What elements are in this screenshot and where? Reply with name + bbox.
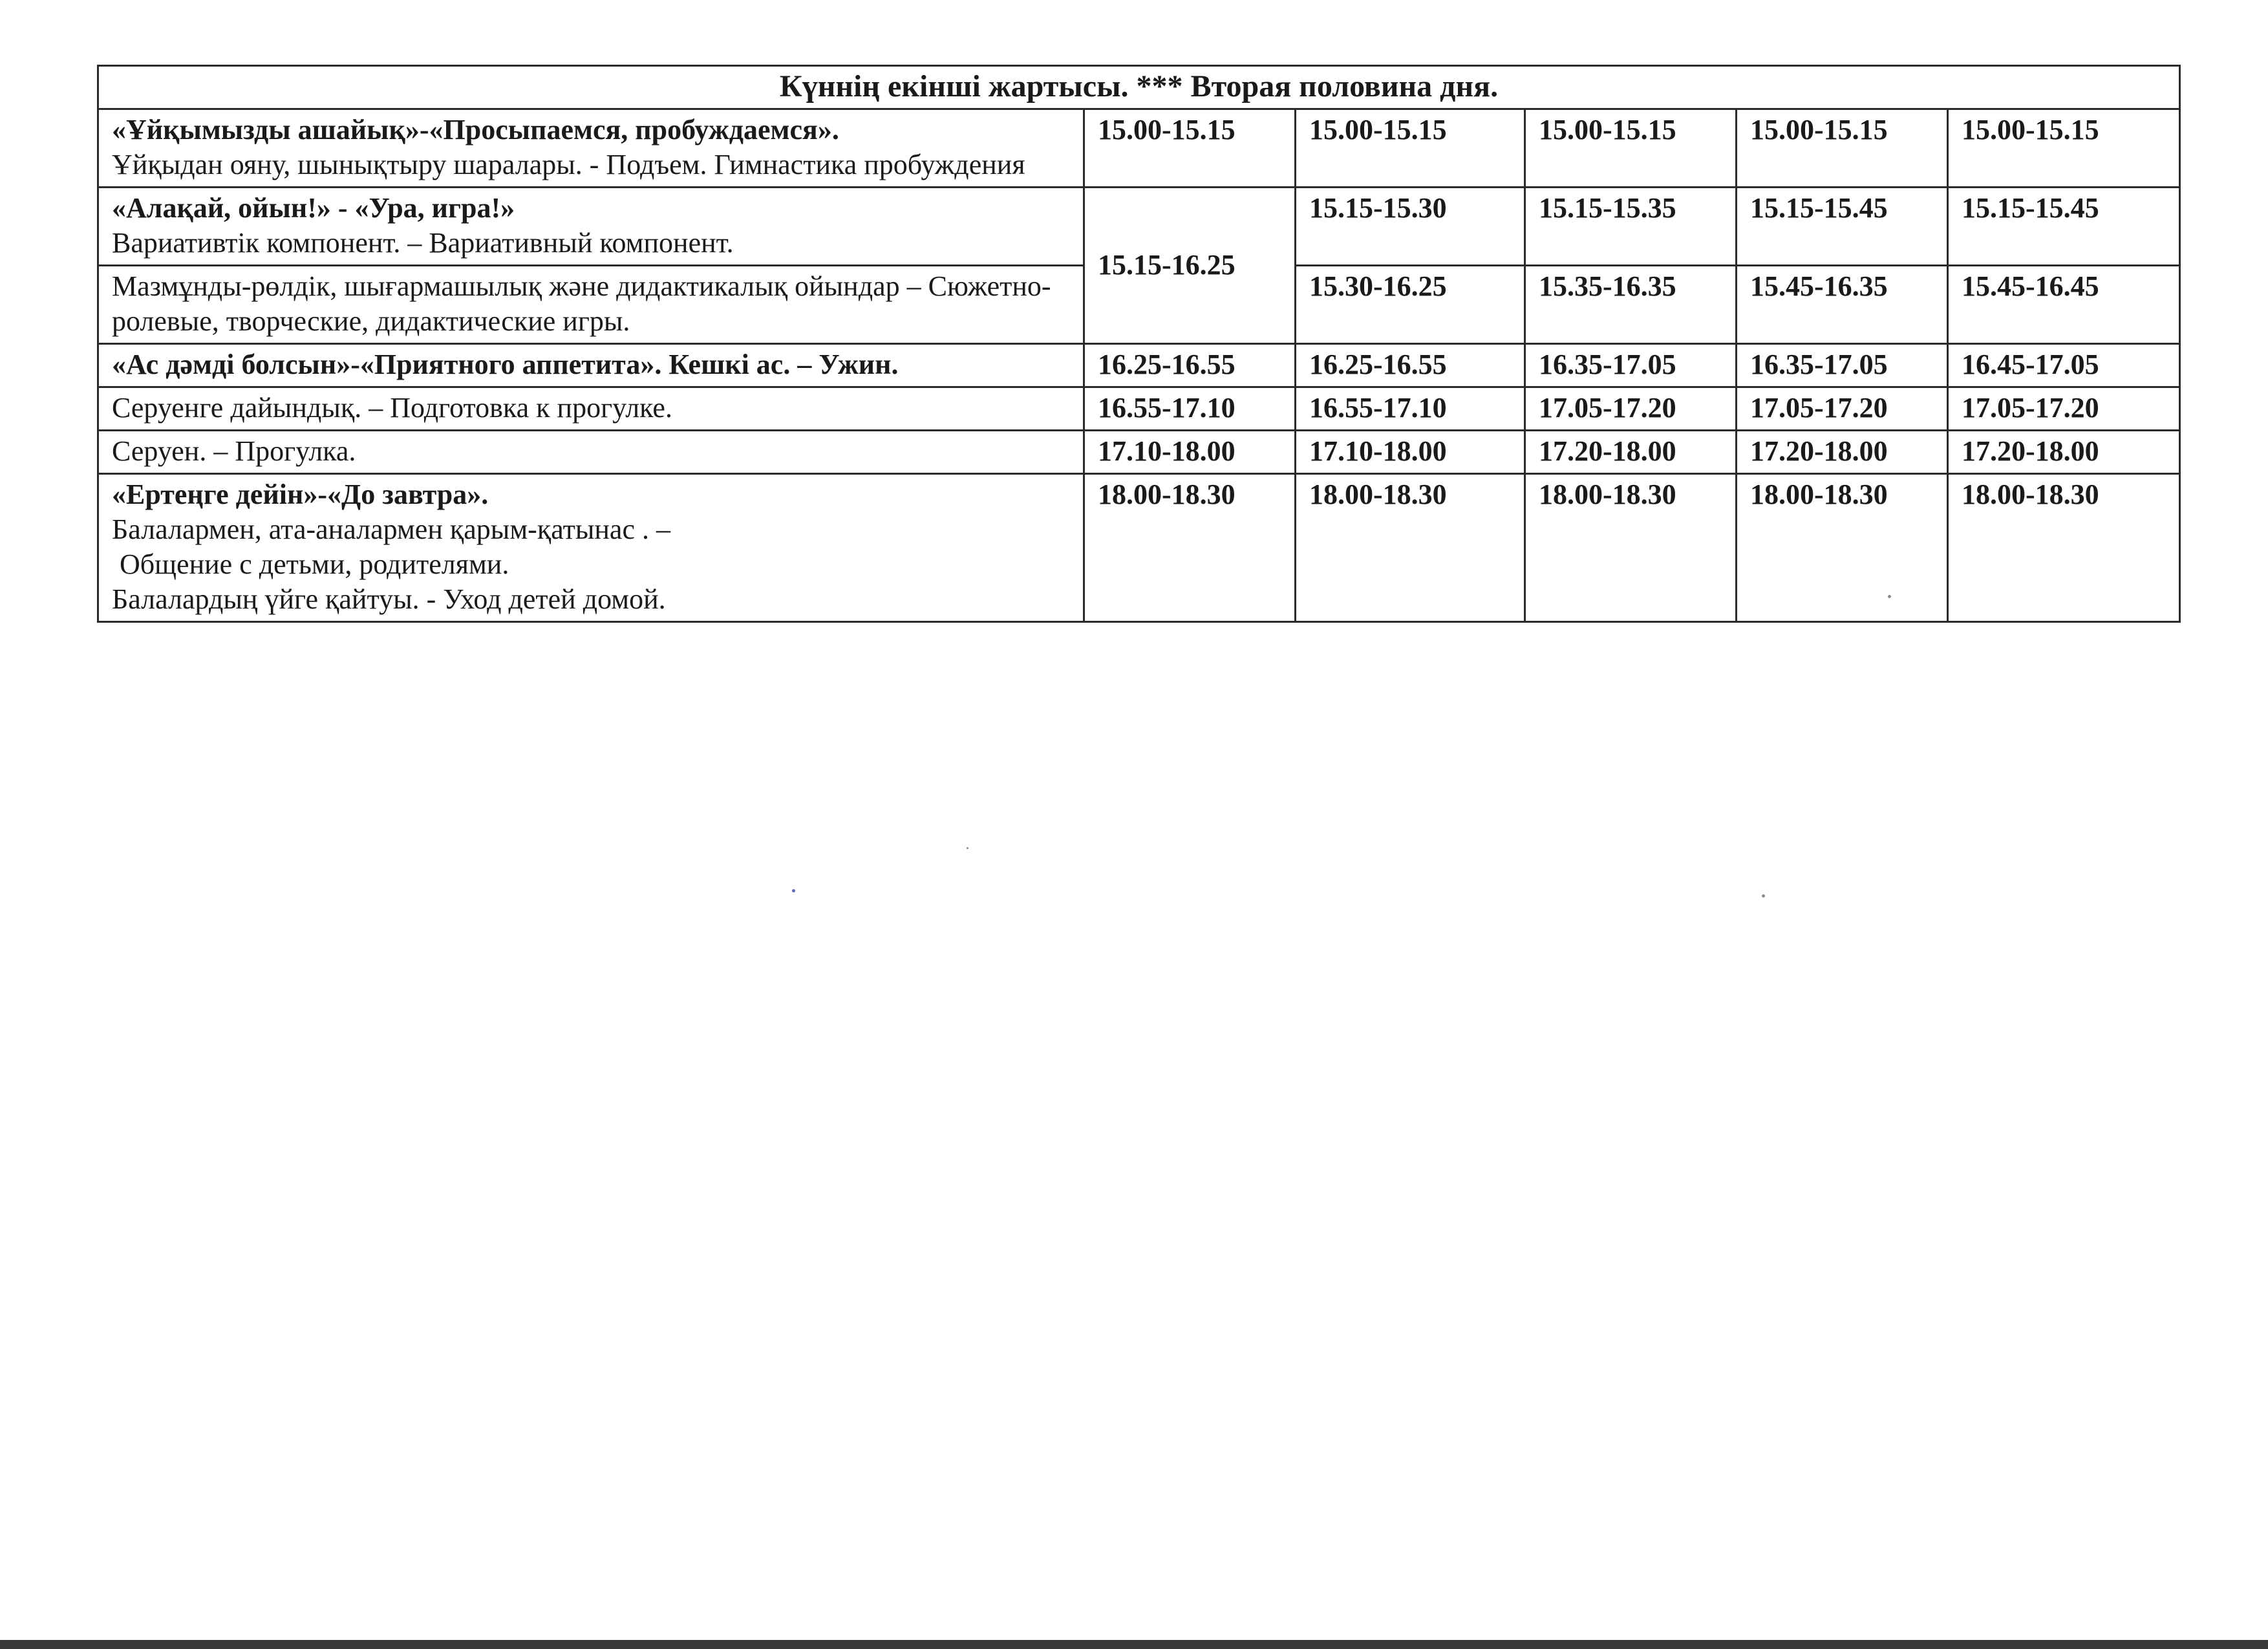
time-cell: 15.15-15.30: [1296, 188, 1525, 266]
time-cell: 17.05-17.20: [1948, 387, 2180, 431]
scan-speck: [1888, 595, 1891, 598]
time-cell: 15.00-15.15: [1296, 109, 1525, 188]
time-cell: 16.35-17.05: [1525, 344, 1737, 387]
time-cell: 17.20-18.00: [1525, 431, 1737, 474]
time-cell: 16.55-17.10: [1296, 387, 1525, 431]
activity-description: Ұйқыдан ояну, шынықтыру шаралары. - Подъем. Гимнастика пробуждения: [112, 149, 1025, 180]
table-row: [98, 431, 2180, 474]
time-cell: 18.00-18.30: [1948, 474, 2180, 622]
time-cell: 15.15-15.45: [1737, 188, 1948, 266]
activity-cell: [98, 109, 1084, 188]
time-cell: 17.20-18.00: [1737, 431, 1948, 474]
activity-title: «Ұйқымызды ашайық»-«Просыпаемся, пробуждаемся».: [112, 114, 839, 146]
activity-cell: [98, 266, 1084, 344]
activity-title: «Алақай, ойын!» - «Ура, игра!»: [112, 192, 515, 224]
activity-cell: [98, 474, 1084, 622]
activity-cell: [98, 344, 1084, 387]
time-cell: 15.15-15.35: [1525, 188, 1737, 266]
table-row: [98, 387, 2180, 431]
table-header: Күннің екінші жартысы. *** Вторая половина дня.: [98, 66, 2180, 109]
activity-description: Вариативтік компонент. – Вариативный компонент.: [112, 227, 734, 259]
activity-cell: [98, 431, 1084, 474]
time-cell: 18.00-18.30: [1737, 474, 1948, 622]
activity-cell: [98, 188, 1084, 266]
activity-description: Мазмұнды-рөлдік, шығармашылық және дидактикалық ойындар – Сюжетно-ролевые, творческие, дидактические игры.: [112, 270, 1051, 337]
time-cell: 15.15-15.45: [1948, 188, 2180, 266]
time-cell: 17.05-17.20: [1525, 387, 1737, 431]
time-cell: 18.00-18.30: [1525, 474, 1737, 622]
activity-title: «Ас дәмді болсын»-«Приятного аппетита». Кешкі ас. – Ужин.: [112, 349, 899, 380]
time-cell: 16.25-16.55: [1296, 344, 1525, 387]
time-cell: 15.00-15.15: [1084, 109, 1296, 188]
scan-speck: [967, 847, 968, 849]
time-cell: 16.35-17.05: [1737, 344, 1948, 387]
time-cell: 17.10-18.00: [1084, 431, 1296, 474]
activity-description: Общение с детьми, родителями.: [120, 548, 509, 580]
time-cell: 16.55-17.10: [1084, 387, 1296, 431]
table-row: [98, 344, 2180, 387]
time-cell: 18.00-18.30: [1296, 474, 1525, 622]
time-cell: 15.00-15.15: [1948, 109, 2180, 188]
time-cell: 15.30-16.25: [1296, 266, 1525, 344]
scan-speck: [792, 889, 795, 892]
activity-description: Серуенге дайындық. – Подготовка к прогулке.: [112, 392, 672, 424]
scan-speck: [1762, 894, 1765, 898]
time-cell: 17.20-18.00: [1948, 431, 2180, 474]
table-row: [98, 188, 2180, 266]
time-cell: 15.45-16.45: [1948, 266, 2180, 344]
activity-cell: [98, 387, 1084, 431]
time-cell: 15.45-16.35: [1737, 266, 1948, 344]
time-cell: 17.05-17.20: [1737, 387, 1948, 431]
time-cell: 15.00-15.15: [1525, 109, 1737, 188]
table-row: [98, 109, 2180, 188]
time-cell: 17.10-18.00: [1296, 431, 1525, 474]
activity-description: Балалардың үйге қайтуы. - Уход детей домой.: [112, 583, 666, 615]
time-cell: 15.35-16.35: [1525, 266, 1737, 344]
schedule-table: [97, 65, 2181, 623]
time-cell: 15.00-15.15: [1737, 109, 1948, 188]
activity-description: Балалармен, ата-аналармен қарым-қатынас . –: [112, 513, 670, 545]
header-row: [98, 66, 2180, 109]
scan-edge-bar: [0, 1640, 2268, 1649]
activity-title: «Ертеңге дейін»-«До завтра».: [112, 479, 489, 510]
activity-description: Серуен. – Прогулка.: [112, 435, 356, 467]
time-cell: 16.25-16.55: [1084, 344, 1296, 387]
time-cell: 18.00-18.30: [1084, 474, 1296, 622]
table-row: [98, 474, 2180, 622]
merged-time-cell: 15.15-16.25: [1084, 188, 1296, 344]
time-cell: 16.45-17.05: [1948, 344, 2180, 387]
